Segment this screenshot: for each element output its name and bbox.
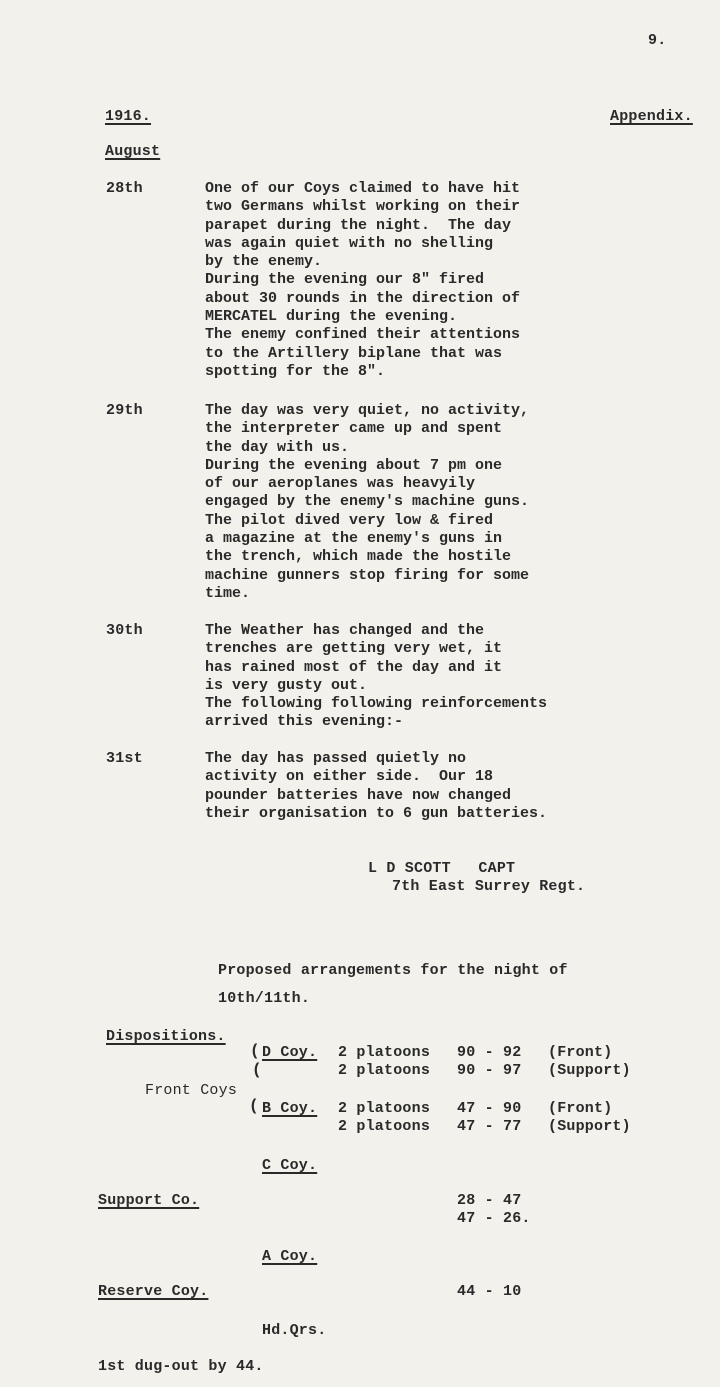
range-text: 47 - 77 [457, 1118, 522, 1135]
signature-name: L D SCOTT CAPT [368, 860, 516, 877]
entry-line: The day has passed quietly no [205, 750, 467, 767]
entry-line: time. [205, 584, 251, 602]
platoons-text: 2 platoons [338, 1100, 431, 1117]
hq-label: Hd.Qrs. [262, 1322, 327, 1339]
entry-line: engaged by the enemy's machine guns. [205, 493, 530, 511]
role-text: (Support) [548, 1118, 631, 1135]
entry-line: the day with us. [205, 438, 350, 456]
reserve-range: 44 - 10 [457, 1283, 522, 1300]
entry-line: their organisation to 6 gun batteries. [205, 804, 548, 822]
entry-line: the trench, which made the hostile [205, 548, 512, 566]
entry-line: of our aeroplanes was heavyily [205, 475, 476, 493]
role-text: (Front) [548, 1044, 613, 1061]
support-range: 28 - 47 [457, 1192, 522, 1209]
platoons-text: 2 platoons [338, 1118, 431, 1135]
entry-date: 30th [106, 622, 143, 639]
c-coy-label: C Coy. [262, 1157, 318, 1174]
b-coy-label: B Coy. [262, 1100, 318, 1117]
diary-entry [205, 402, 705, 603]
range-text: 90 - 92 [457, 1044, 522, 1061]
entry-line: machine gunners stop firing for some [205, 566, 530, 584]
entry-line: trenches are getting very wet, it [205, 640, 503, 658]
support-range: 47 - 26. [457, 1210, 531, 1227]
entry-line: two Germans whilst working on their [205, 198, 521, 216]
bracket-mark: ( [252, 1061, 262, 1079]
entry-line: One of our Coys claimed to have hit [205, 180, 521, 197]
entry-line: The enemy confined their attentions [205, 326, 521, 344]
range-text: 90 - 97 [457, 1062, 522, 1079]
entry-line: is very gusty out. [205, 676, 368, 694]
entry-line: has rained most of the day and it [205, 658, 503, 676]
entry-line: was again quiet with no shelling [205, 234, 494, 252]
signature-unit: 7th East Surrey Regt. [392, 878, 586, 895]
entry-line: to the Artillery biplane that was [205, 344, 503, 362]
year-heading: 1916. [105, 108, 152, 125]
entry-line: arrived this evening:- [205, 713, 404, 731]
role-text: (Support) [548, 1062, 631, 1079]
month-heading: August [105, 143, 161, 160]
entry-line: by the enemy. [205, 253, 323, 271]
appendix-heading: Appendix. [610, 108, 693, 125]
dispositions-heading: Dispositions. [106, 1028, 226, 1045]
front-coys-label: Front Coys [145, 1082, 238, 1099]
entry-line: The day was very quiet, no activity, [205, 402, 530, 419]
bracket-mark: ( [250, 1042, 260, 1060]
entry-line: parapet during the night. The day [205, 216, 512, 234]
role-text: (Front) [548, 1100, 613, 1117]
diary-entry [205, 750, 705, 823]
proposed-line-2: 10th/11th. [218, 990, 311, 1007]
bracket-mark: ( [249, 1097, 259, 1115]
entry-line: pounder batteries have now changed [205, 786, 512, 804]
proposed-line-1: Proposed arrangements for the night of [218, 962, 568, 979]
page-number: 9. [648, 32, 667, 49]
entry-line: spotting for the 8". [205, 362, 386, 380]
entry-date: 28th [106, 180, 143, 197]
entry-line: The Weather has changed and the [205, 622, 485, 639]
platoons-text: 2 platoons [338, 1044, 431, 1061]
support-coy-label: Support Co. [98, 1192, 200, 1209]
reserve-coy-label: Reserve Coy. [98, 1283, 209, 1300]
entry-date: 31st [106, 750, 143, 767]
entry-line: activity on either side. Our 18 [205, 768, 494, 786]
entry-date: 29th [106, 402, 143, 419]
entry-line: The following following reinforcements [205, 695, 548, 713]
entry-line: MERCATEL during the evening. [205, 308, 458, 326]
hq-text: 1st dug-out by 44. [98, 1358, 264, 1375]
entry-line: During the evening about 7 pm one [205, 456, 503, 474]
entry-line: The pilot dived very low & fired [205, 511, 494, 529]
entry-line: a magazine at the enemy's guns in [205, 530, 503, 548]
entry-line: about 30 rounds in the direction of [205, 289, 521, 307]
diary-entry [205, 622, 705, 732]
range-text: 47 - 90 [457, 1100, 522, 1117]
entry-line: the interpreter came up and spent [205, 420, 503, 438]
diary-entry [205, 180, 705, 381]
d-coy-label: D Coy. [262, 1044, 318, 1061]
platoons-text: 2 platoons [338, 1062, 431, 1079]
a-coy-label: A Coy. [262, 1248, 318, 1265]
entry-line: During the evening our 8" fired [205, 271, 485, 289]
